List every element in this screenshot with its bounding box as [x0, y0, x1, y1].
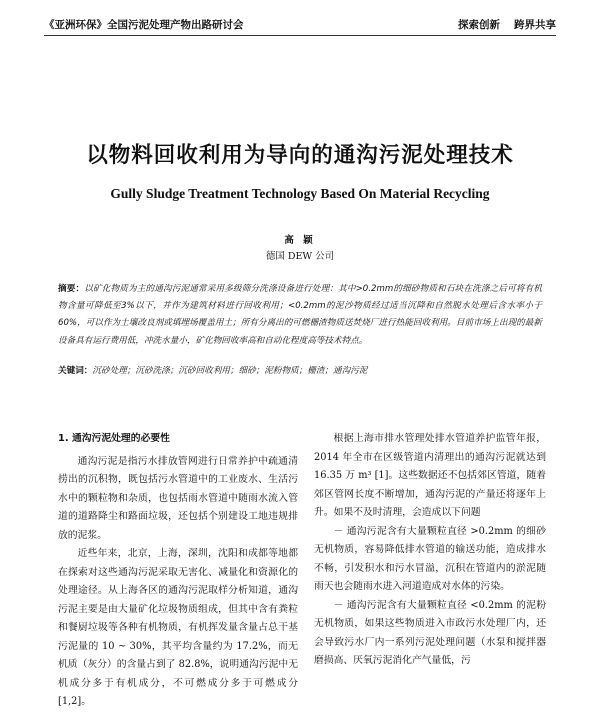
- header-rule: [44, 35, 556, 36]
- keywords: [58, 363, 542, 379]
- abstract: [58, 281, 542, 350]
- slogan-2: 跨界共享: [514, 19, 556, 31]
- keywords-label: 关键词：: [58, 366, 93, 376]
- right-column: [314, 430, 546, 671]
- abstract-label: 摘要：: [58, 284, 85, 294]
- journal-line: 《亚洲环保》全国污泥处理产物出路研讨会: [44, 19, 244, 31]
- paragraph: 近些年来，北京，上海，深圳，沈阳和成都等地都在探索对这些通沟污泥采取无害化、减量化和资源化的处理途径。从上海各区的通沟污泥取样分析知道，通沟污泥主要是由大量矿化垃圾物质组成，但其中含有粪粒和餐厨垃圾等各种有机物质，有机挥发量含量占总干基污泥量的 10 ~ 30%，其平均含量约为 17.2%，而无机质（灰分）的含量占到了 82.8%，说明通沟污泥中无机成分多于有机成分，不可燃成分多于可燃成分 [1,2]。: [58, 548, 298, 707]
- left-column: [58, 430, 298, 712]
- section-heading: 1. 通沟污泥处理的必要性: [58, 433, 170, 444]
- paragraph: 根据上海市排水管理处排水管道养护监管年报，2014 年全市在区级管道内清理出的通沟污泥就达到 16.35 万 m³ [1]。这些数据还不包括郊区管道，随着郊区管网长度不断增加，通沟污泥的产量还将逐年上升。如果不及时清理，会造成以下问题: [314, 433, 546, 518]
- paper-title-cn: 以物料回收利用为导向的通沟污泥处理技术: [86, 143, 514, 168]
- list-item: － 通沟污泥含有大量颗粒直径 <0.2mm 的泥粉无机物质，如果这些物质进入市政污水处理厂内，还会导致污水厂内一系列污泥处理问题（水泵和搅拌器磨损高、厌氧污泥消化产气量低，污: [314, 599, 546, 666]
- keywords-text: 沉砂处理；沉砂洗涤；沉砂回收利用；细砂；泥粉物质；栅渣；通沟污泥: [92, 366, 368, 376]
- list-item: － 通沟污泥含有大量颗粒直径 >0.2mm 的细砂无机物质，容易降低排水管道的输送功能，造成排水不畅，引发积水和污水冒溢，沉积在管道内的淤泥随雨天也会随雨水进入河道造成对水体的污染。: [314, 525, 546, 592]
- running-header: [44, 17, 556, 33]
- header-slogan: [458, 17, 556, 32]
- paragraph: 通沟污泥是指污水排放管网进行日常养护中疏通清捞出的沉积物，既包括污水管道中的工业废水、生活污水中的颗粒物和杂质，也包括雨水管道中随雨水流入管道的道路降尘和路面垃圾，还包括个别建设工地违规排放的泥浆。: [58, 455, 298, 541]
- paper-title-en: Gully Sludge Treatment Technology Based On Material Recycling: [110, 186, 490, 201]
- slogan-1: 探索创新: [458, 19, 500, 31]
- abstract-text: 以矿化物质为主的通沟污泥通常采用多级筛分洗涤设备进行处理：其中>0.2mm的细砂物质和石块在洗涤之后可将有机物含量可降低至3%以下，并作为建筑材料进行回收利用；<0.2mm的泥沙物质经过适当沉降和自然脱水处理后含水率小于60%，可以作为土壤改良剂或填埋场覆盖用土；所有分离出的可燃栅渣物质送焚烧厂进行热能回收利用。目前市场上出现的最新设备具有运行费用低，冲洗水量小，矿化物回收率高和自动化程度高等技术特点。: [58, 284, 542, 346]
- affiliation: 德国 DEW 公司: [265, 251, 335, 262]
- author: 高 颖: [284, 235, 316, 246]
